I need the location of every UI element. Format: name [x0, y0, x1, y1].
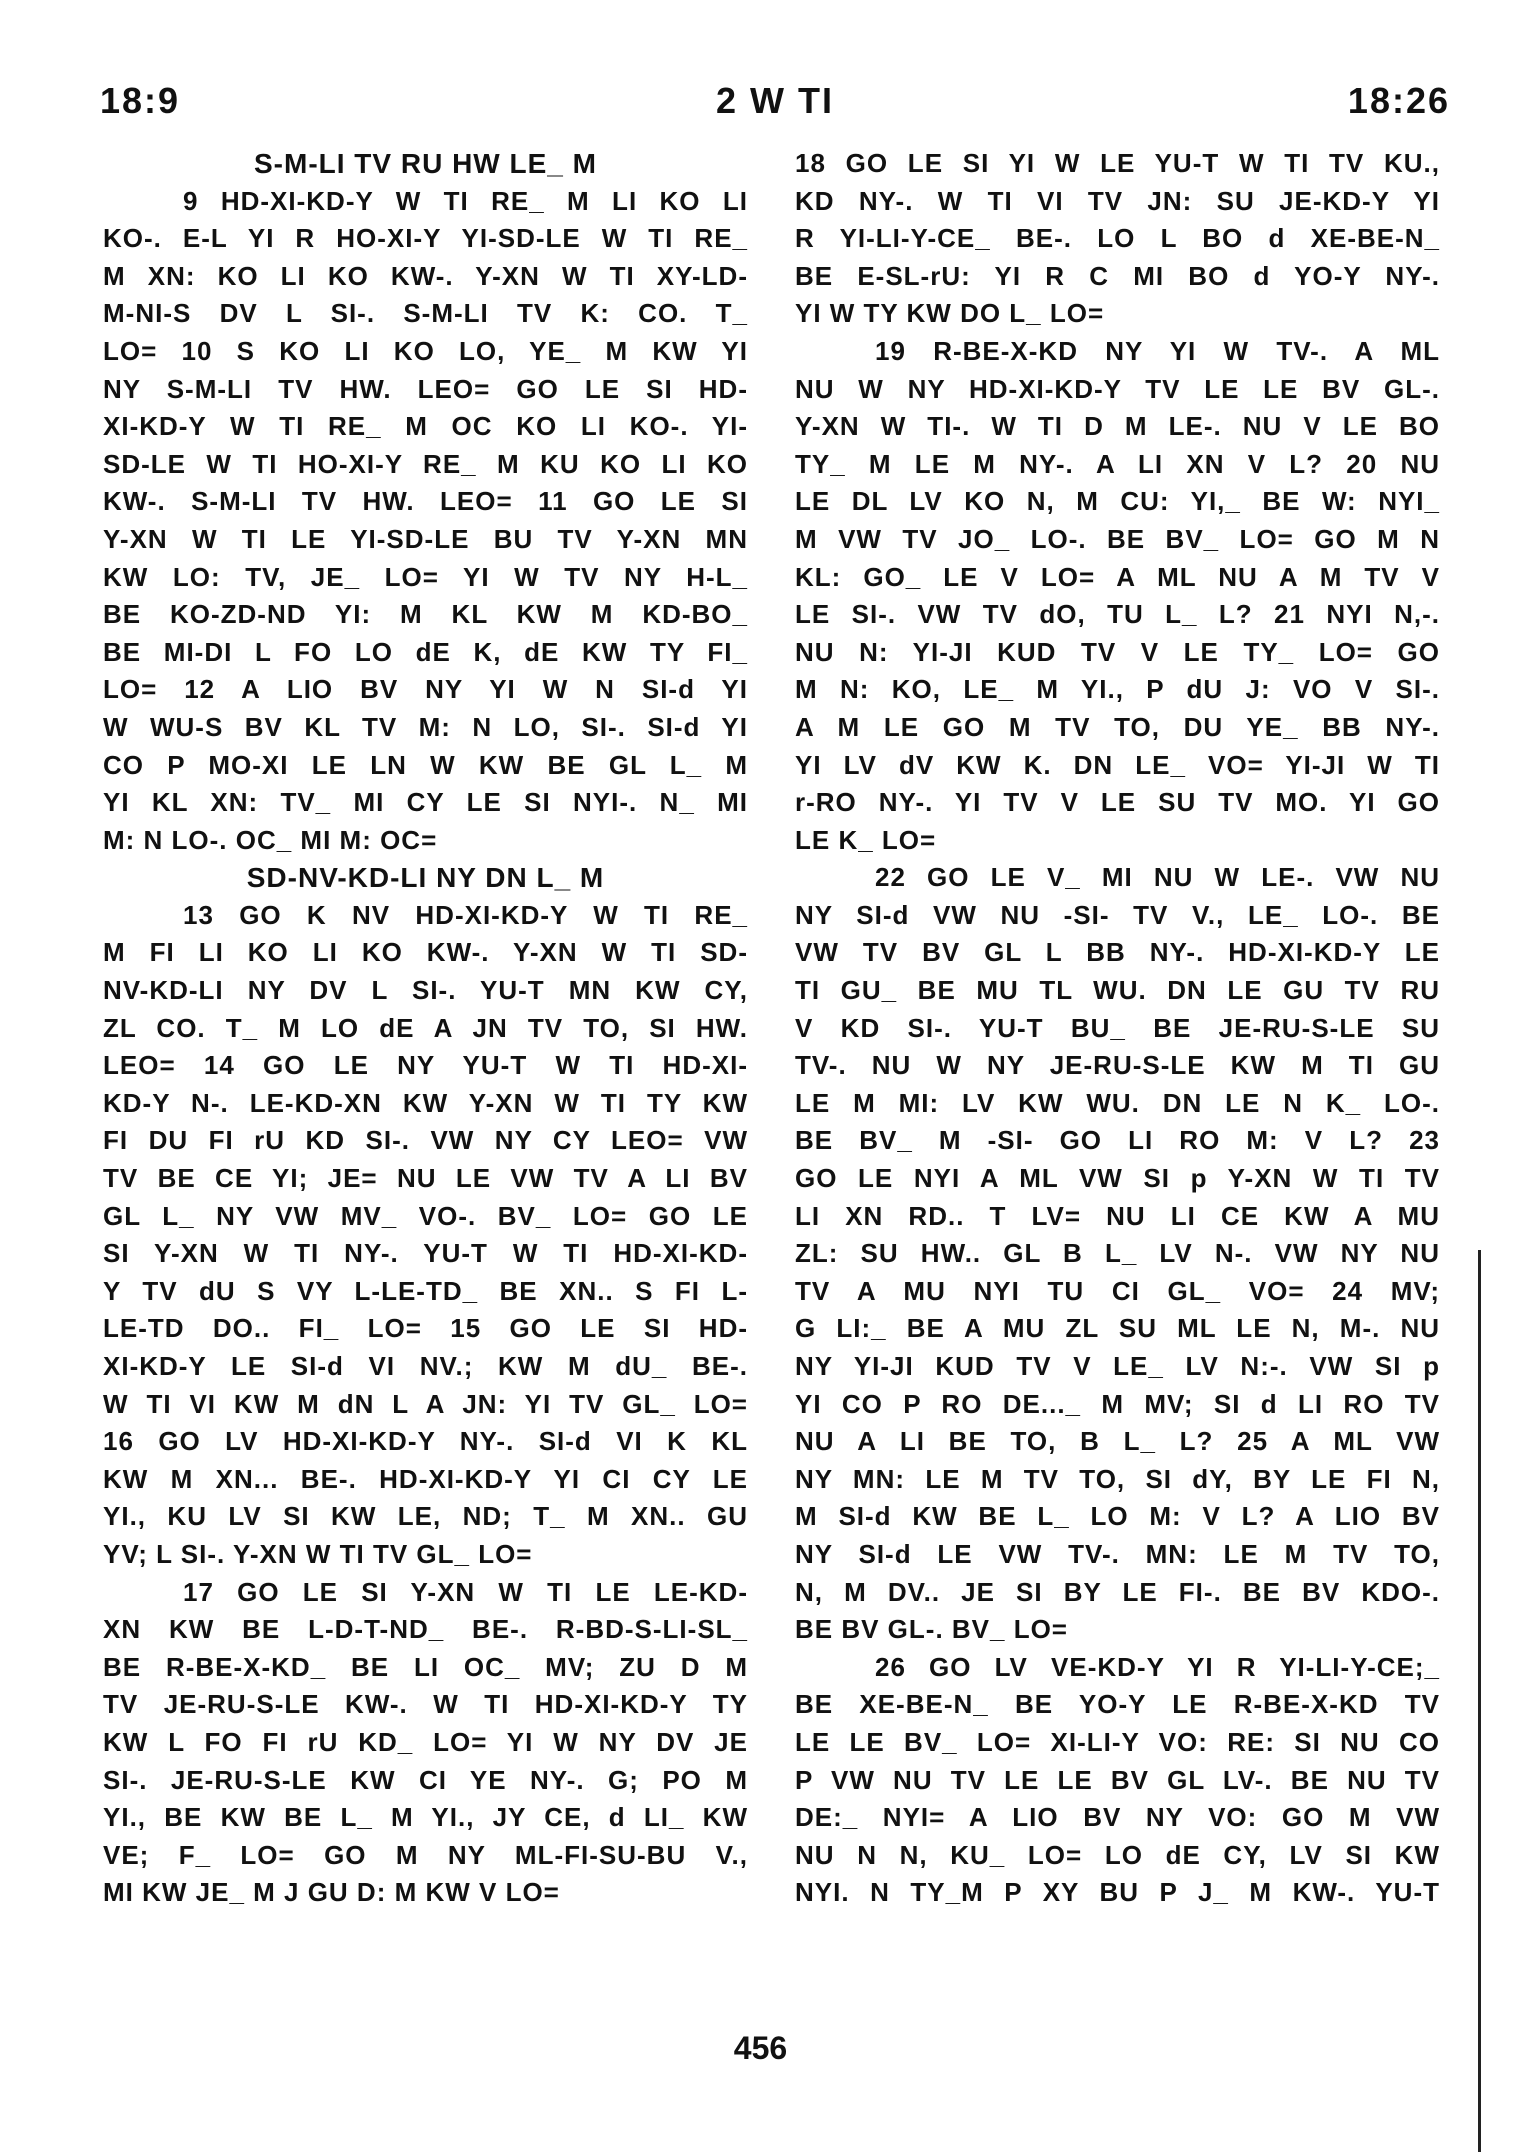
text-line: BE R-BE-X-KD_ BE LI OC_ MV; ZU D M — [103, 1651, 748, 1682]
text-line: 17 GO LE SI Y-XN W TI LE LE-KD- — [183, 1576, 748, 1607]
page-edge-line — [1478, 1250, 1481, 2152]
text-line: NU A LI BE TO, B L_ L? 25 A ML VW — [795, 1426, 1440, 1457]
text-line: LI XN RD.. T LV= NU LI CE KW A MU — [795, 1200, 1440, 1231]
header-book-title: 2 W TI — [716, 80, 834, 121]
text-line: GL L_ NY VW MV_ VO-. BV_ LO= GO LE — [103, 1200, 748, 1231]
text-line: LE K_ LO= — [795, 824, 937, 855]
text-line: XI-KD-Y W TI RE_ M OC KO LI KO-. YI- — [103, 411, 748, 442]
text-line: YI., KU LV SI KW LE, ND; T_ M XN.. GU — [103, 1501, 748, 1532]
text-line: M FI LI KO LI KO KW-. Y-XN W TI SD- — [103, 937, 748, 968]
text-line: SI Y-XN W TI NY-. YU-T W TI HD-XI-KD- — [103, 1238, 748, 1269]
text-line: TV A MU NYI TU CI GL_ VO= 24 MV; — [795, 1275, 1440, 1306]
left-text-column — [103, 145, 748, 1912]
text-line: YI KL XN: TV_ MI CY LE SI NYI-. N_ MI — [103, 787, 748, 818]
text-line: KW L FO FI rU KD_ LO= YI W NY DV JE — [103, 1726, 748, 1757]
text-line: NY YI-JI KUD TV V LE_ LV N:-. VW SI p — [795, 1351, 1440, 1381]
text-line: M N: KO, LE_ M YI., P dU J: VO V SI-. — [795, 674, 1440, 705]
text-line: VE; F_ LO= GO M NY ML-FI-SU-BU V., — [103, 1839, 748, 1870]
text-line: KO-. E-L YI R HO-XI-Y YI-SD-LE W TI RE_ — [103, 223, 748, 254]
text-line: XN KW BE L-D-T-ND_ BE-. R-BD-S-LI-SL_ — [103, 1614, 748, 1645]
text-line: KD NY-. W TI VI TV JN: SU JE-KD-Y YI — [795, 185, 1440, 216]
text-line: TV JE-RU-S-LE KW-. W TI HD-XI-KD-Y TY — [103, 1689, 748, 1720]
text-line: A M LE GO M TV TO, DU YE_ BB NY-. — [795, 711, 1440, 742]
text-line: NU N N, KU_ LO= LO dE CY, LV SI KW — [795, 1839, 1440, 1870]
text-line: LO= 12 A LIO BV NY YI W N SI-d YI — [103, 674, 748, 705]
text-line: GO LE NYI A ML VW SI p Y-XN W TI TV — [795, 1163, 1440, 1194]
text-line: 26 GO LV VE-KD-Y YI R YI-LI-Y-CE;_ — [875, 1651, 1440, 1682]
text-line: YV; L SI-. Y-XN W TI TV GL_ LO= — [103, 1538, 533, 1569]
text-line: XI-KD-Y LE SI-d VI NV.; KW M dU_ BE-. — [103, 1351, 748, 1381]
text-line: KW M XN... BE-. HD-XI-KD-Y YI CI CY LE — [103, 1463, 748, 1494]
text-line: VW TV BV GL L BB NY-. HD-XI-KD-Y LE — [795, 937, 1440, 968]
text-line: R YI-LI-Y-CE_ BE-. LO L BO d XE-BE-N_ — [795, 223, 1440, 254]
text-line: LO= 10 S KO LI KO LO, YE_ M KW YI — [103, 335, 748, 366]
text-line: M XN: KO LI KO KW-. Y-XN W TI XY-LD- — [103, 260, 748, 291]
text-line: SI-. JE-RU-S-LE KW CI YE NY-. G; PO M — [103, 1764, 748, 1795]
text-line: Y-XN W TI-. W TI D M LE-. NU V LE BO — [795, 411, 1440, 442]
text-line: LE M MI: LV KW WU. DN LE N K_ LO-. — [795, 1087, 1440, 1118]
text-line: M: N LO-. OC_ MI M: OC= — [103, 824, 438, 855]
text-line: BE XE-BE-N_ BE YO-Y LE R-BE-X-KD TV — [795, 1689, 1440, 1720]
text-line: TV-. NU W NY JE-RU-S-LE KW M TI GU — [795, 1050, 1440, 1081]
text-line: KW-. S-M-LI TV HW. LEO= 11 GO LE SI — [103, 486, 748, 517]
text-line: LE LE BV_ LO= XI-LI-Y VO: RE: SI NU CO — [795, 1726, 1440, 1757]
text-line: 9 HD-XI-KD-Y W TI RE_ M LI KO LI — [183, 185, 748, 216]
text-line: LE-TD DO.. FI_ LO= 15 GO LE SI HD- — [103, 1313, 748, 1344]
header-chapter-end: 18:26 — [1347, 80, 1450, 121]
text-line: V KD SI-. YU-T BU_ BE JE-RU-S-LE SU — [795, 1012, 1440, 1043]
text-line: W TI VI KW M dN L A JN: YI TV GL_ LO= — [103, 1388, 748, 1419]
text-line: NY S-M-LI TV HW. LEO= GO LE SI HD- — [103, 373, 748, 404]
text-line: M-NI-S DV L SI-. S-M-LI TV K: CO. T_ — [103, 298, 748, 329]
text-line: 18 GO LE SI YI W LE YU-T W TI TV KU., — [795, 148, 1440, 178]
right-text-column — [795, 145, 1440, 1912]
text-line: LE DL LV KO N, M CU: YI,_ BE W: NYI_ — [795, 486, 1440, 517]
text-line: ZL: SU HW.. GL B L_ LV N-. VW NY NU — [795, 1238, 1440, 1269]
text-line: G LI:_ BE A MU ZL SU ML LE N, M-. NU — [795, 1313, 1440, 1344]
text-line: TV BE CE YI; JE= NU LE VW TV A LI BV — [103, 1163, 748, 1194]
text-line: DE:_ NYI= A LIO BV NY VO: GO M VW — [795, 1802, 1440, 1833]
text-line: MI KW JE_ M J GU D: M KW V LO= — [103, 1877, 560, 1908]
text-line: ZL CO. T_ M LO dE A JN TV TO, SI HW. — [103, 1012, 748, 1043]
text-line: NY SI-d LE VW TV-. MN: LE M TV TO, — [795, 1538, 1440, 1569]
text-line: KD-Y N-. LE-KD-XN KW Y-XN W TI TY KW — [103, 1087, 748, 1118]
text-line: M SI-d KW BE L_ LO M: V L? A LIO BV — [795, 1501, 1440, 1532]
text-line: YI LV dV KW K. DN LE_ VO= YI-JI W TI — [795, 749, 1440, 780]
text-line: NV-KD-LI NY DV L SI-. YU-T MN KW CY, — [103, 975, 748, 1006]
text-line: NU N: YI-JI KUD TV V LE TY_ LO= GO — [795, 636, 1440, 667]
text-line: 13 GO K NV HD-XI-KD-Y W TI RE_ — [183, 899, 748, 930]
text-line: BE MI-DI L FO LO dE K, dE KW TY FI_ — [103, 636, 748, 667]
text-line: BE E-SL-rU: YI R C MI BO d YO-Y NY-. — [795, 260, 1440, 291]
text-line: KL: GO_ LE V LO= A ML NU A M TV V — [795, 561, 1440, 592]
section-heading: S-M-LI TV RU HW LE_ M — [254, 148, 597, 179]
text-line: Y-XN W TI LE YI-SD-LE BU TV Y-XN MN — [103, 523, 748, 554]
text-line: 16 GO LV HD-XI-KD-Y NY-. SI-d VI K KL — [103, 1426, 748, 1457]
text-line: BE BV GL-. BV_ LO= — [795, 1614, 1068, 1645]
text-line: LEO= 14 GO LE NY YU-T W TI HD-XI- — [103, 1050, 748, 1081]
section-heading: SD-NV-KD-LI NY DN L_ M — [246, 862, 605, 894]
text-line: 22 GO LE V_ MI NU W LE-. VW NU — [875, 862, 1440, 893]
text-line: NU W NY HD-XI-KD-Y TV LE LE BV GL-. — [795, 373, 1440, 404]
text-line: SD-LE W TI HO-XI-Y RE_ M KU KO LI KO — [103, 448, 748, 479]
text-line: YI W TY KW DO L_ LO= — [795, 298, 1105, 329]
text-line: Y TV dU S VY L-LE-TD_ BE XN.. S FI L- — [103, 1275, 748, 1306]
text-line: LE SI-. VW TV dO, TU L_ L? 21 NYI N,-. — [795, 599, 1440, 630]
text-line: N, M DV.. JE SI BY LE FI-. BE BV KDO-. — [795, 1576, 1440, 1607]
text-line: YI CO P RO DE..._ M MV; SI d LI RO TV — [795, 1388, 1440, 1419]
text-line: NYI. N TY_M P XY BU P J_ M KW-. YU-T — [795, 1877, 1440, 1908]
text-line: M VW TV JO_ LO-. BE BV_ LO= GO M N — [795, 523, 1440, 554]
text-line: 19 R-BE-X-KD NY YI W TV-. A ML — [875, 335, 1440, 366]
text-line: P VW NU TV LE LE BV GL LV-. BE NU TV — [795, 1764, 1440, 1795]
text-line: YI., BE KW BE L_ M YI., JY CE, d LI_ KW — [103, 1802, 748, 1833]
text-line: r-RO NY-. YI TV V LE SU TV MO. YI GO — [795, 787, 1440, 818]
text-line: KW LO: TV, JE_ LO= YI W TV NY H-L_ — [103, 561, 748, 592]
text-line: BE KO-ZD-ND YI: M KL KW M KD-BO_ — [103, 599, 748, 630]
text-line: TI GU_ BE MU TL WU. DN LE GU TV RU — [795, 975, 1440, 1006]
header-chapter-start: 18:9 — [100, 80, 181, 121]
running-header — [100, 80, 1450, 130]
text-line: TY_ M LE M NY-. A LI XN V L? 20 NU — [795, 448, 1440, 479]
page-number: 456 — [733, 2030, 788, 2066]
text-line: FI DU FI rU KD SI-. VW NY CY LEO= VW — [103, 1125, 748, 1156]
text-line: CO P MO-XI LE LN W KW BE GL L_ M — [103, 749, 748, 780]
text-line: W WU-S BV KL TV M: N LO, SI-. SI-d YI — [103, 711, 748, 742]
text-line: NY MN: LE M TV TO, SI dY, BY LE FI N, — [795, 1463, 1440, 1494]
text-line: BE BV_ M -SI- GO LI RO M: V L? 23 — [795, 1125, 1440, 1156]
text-line: NY SI-d VW NU -SI- TV V., LE_ LO-. BE — [795, 899, 1440, 930]
